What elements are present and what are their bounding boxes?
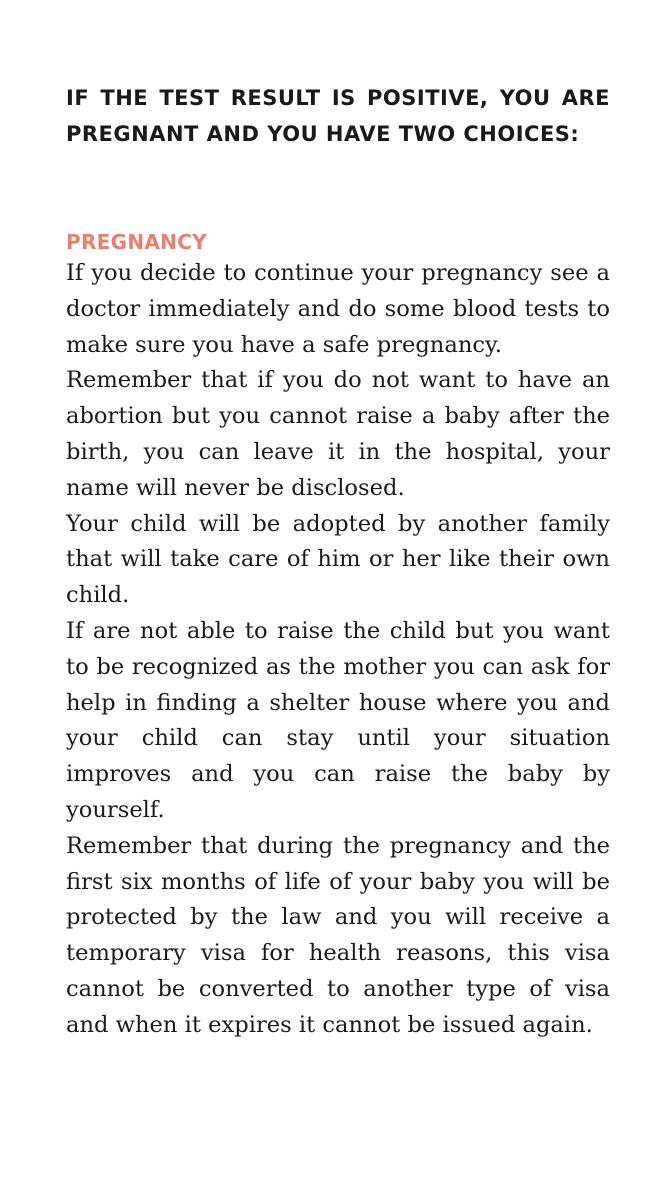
paragraph: If you decide to continue your pregnancy see a doctor immediately and do some blood tests to make sure you have a safe pregnancy. (66, 260, 610, 358)
paragraph: If are not able to raise the child but you want to be recognized as the mother you can ask for help in finding a shelter house where you and your child can stay until your situation improves and you can raise the baby by yourself. (66, 617, 610, 823)
page-heading: IF THE TEST RESULT IS POSITIVE, YOU ARE PREGNANT AND YOU HAVE TWO CHOICES: (66, 86, 610, 146)
section-title-pregnancy: PREGNANCY (66, 230, 207, 254)
paragraph: Your child will be adopted by another family that will take care of him or her like their own child. (66, 510, 610, 609)
document-page (66, 80, 610, 1044)
paragraph: Remember that during the pregnancy and the first six months of life of your baby you will be protected by the law and you will receive a temporary visa for health reasons, this visa cannot be converted to another type of visa and when it expires it cannot be issued again. (66, 832, 610, 1038)
paragraph: Remember that if you do not want to have an abortion but you cannot raise a baby after the birth, you can leave it in the hospital, your name will never be disclosed. (66, 367, 610, 501)
